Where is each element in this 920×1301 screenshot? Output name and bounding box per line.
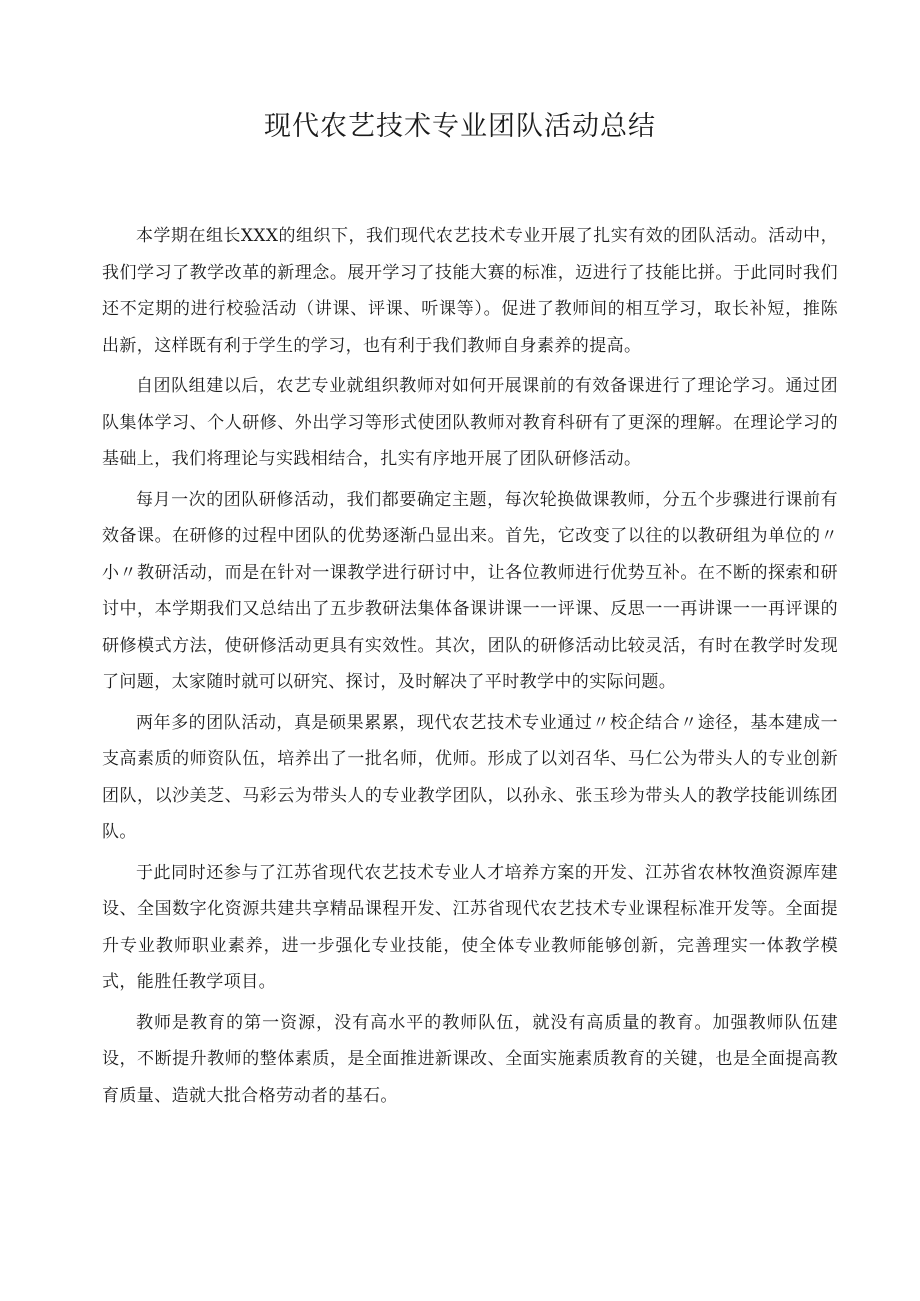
document-body [102, 218, 838, 1118]
document-title: 现代农艺技术专业团队活动总结 [264, 111, 656, 142]
paragraph-4: 两年多的团队活动，真是硕果累累，现代农艺技术专业通过〃校企结合〃途径，基本建成一支高素质的师资队伍，培养出了一批名师，优师。形成了以刘召华、马仁公为带头人的专业创新团队，以沙美芝、马彩云为带头人的专业教学团队，以孙永、张玉珍为带头人的教学技能训练团队。 [102, 712, 838, 842]
paragraph-2: 自团队组建以后，农艺专业就组织教师对如何开展课前的有效备课进行了理论学习。通过团队集体学习、个人研修、外出学习等形式使团队教师对教育科研有了更深的理解。在理论学习的基础上，我们将理论与实践相结合，扎实有序地开展了团队研修活动。 [102, 376, 838, 469]
paragraph-3: 每月一次的团队研修活动，我们都要确定主题，每次轮换做课教师，分五个步骤进行课前有效备课。在研修的过程中团队的优势逐渐凸显出来。首先，它改变了以往的以教研组为单位的〃小〃教研活动，而是在针对一课教学进行研讨中，让各位教师进行优势互补。在不断的探索和研讨中，本学期我们又总结出了五步教研法集体备课讲课一一评课、反思一一再讲课一一再评课的研修模式方法，使研修活动更具有实效性。其次，团队的研修活动比较灵活，有时在教学时发现了问题，太家随时就可以研究、探讨，及时解决了平时教学中的实际问题。 [102, 489, 838, 692]
paragraph-6: 教师是教育的第一资源，没有高水平的教师队伍，就没有高质量的教育。加强教师队伍建设，不断提升教师的整体素质，是全面推进新课改、全面实施素质教育的关键，也是全面提高教育质量、造就大批合格劳动者的基石。 [102, 1012, 838, 1106]
paragraph-1: 本学期在组长XXX的组织下，我们现代农艺技术专业开展了扎实有效的团队活动。活动中，我们学习了教学改革的新理念。展开学习了技能大赛的标准，迈进行了技能比拼。于此同时我们还不定期的进行校验活动（讲课、评课、听课等）。促进了教师间的相互学习，取长补短，推陈出新，这样既有利于学生的学习，也有利于我们教师自身素养的提高。 [102, 226, 838, 356]
paragraph-5: 于此同时还参与了江苏省现代农艺技术专业人才培养方案的开发、江苏省农林牧渔资源库建设、全国数字化资源共建共享精品课程开发、江苏省现代农艺技术专业课程标准开发等。全面提升专业教师职业素养，进一步强化专业技能，使全体专业教师能够创新，完善理实一体教学模式，能胜任教学项目。 [102, 862, 838, 992]
